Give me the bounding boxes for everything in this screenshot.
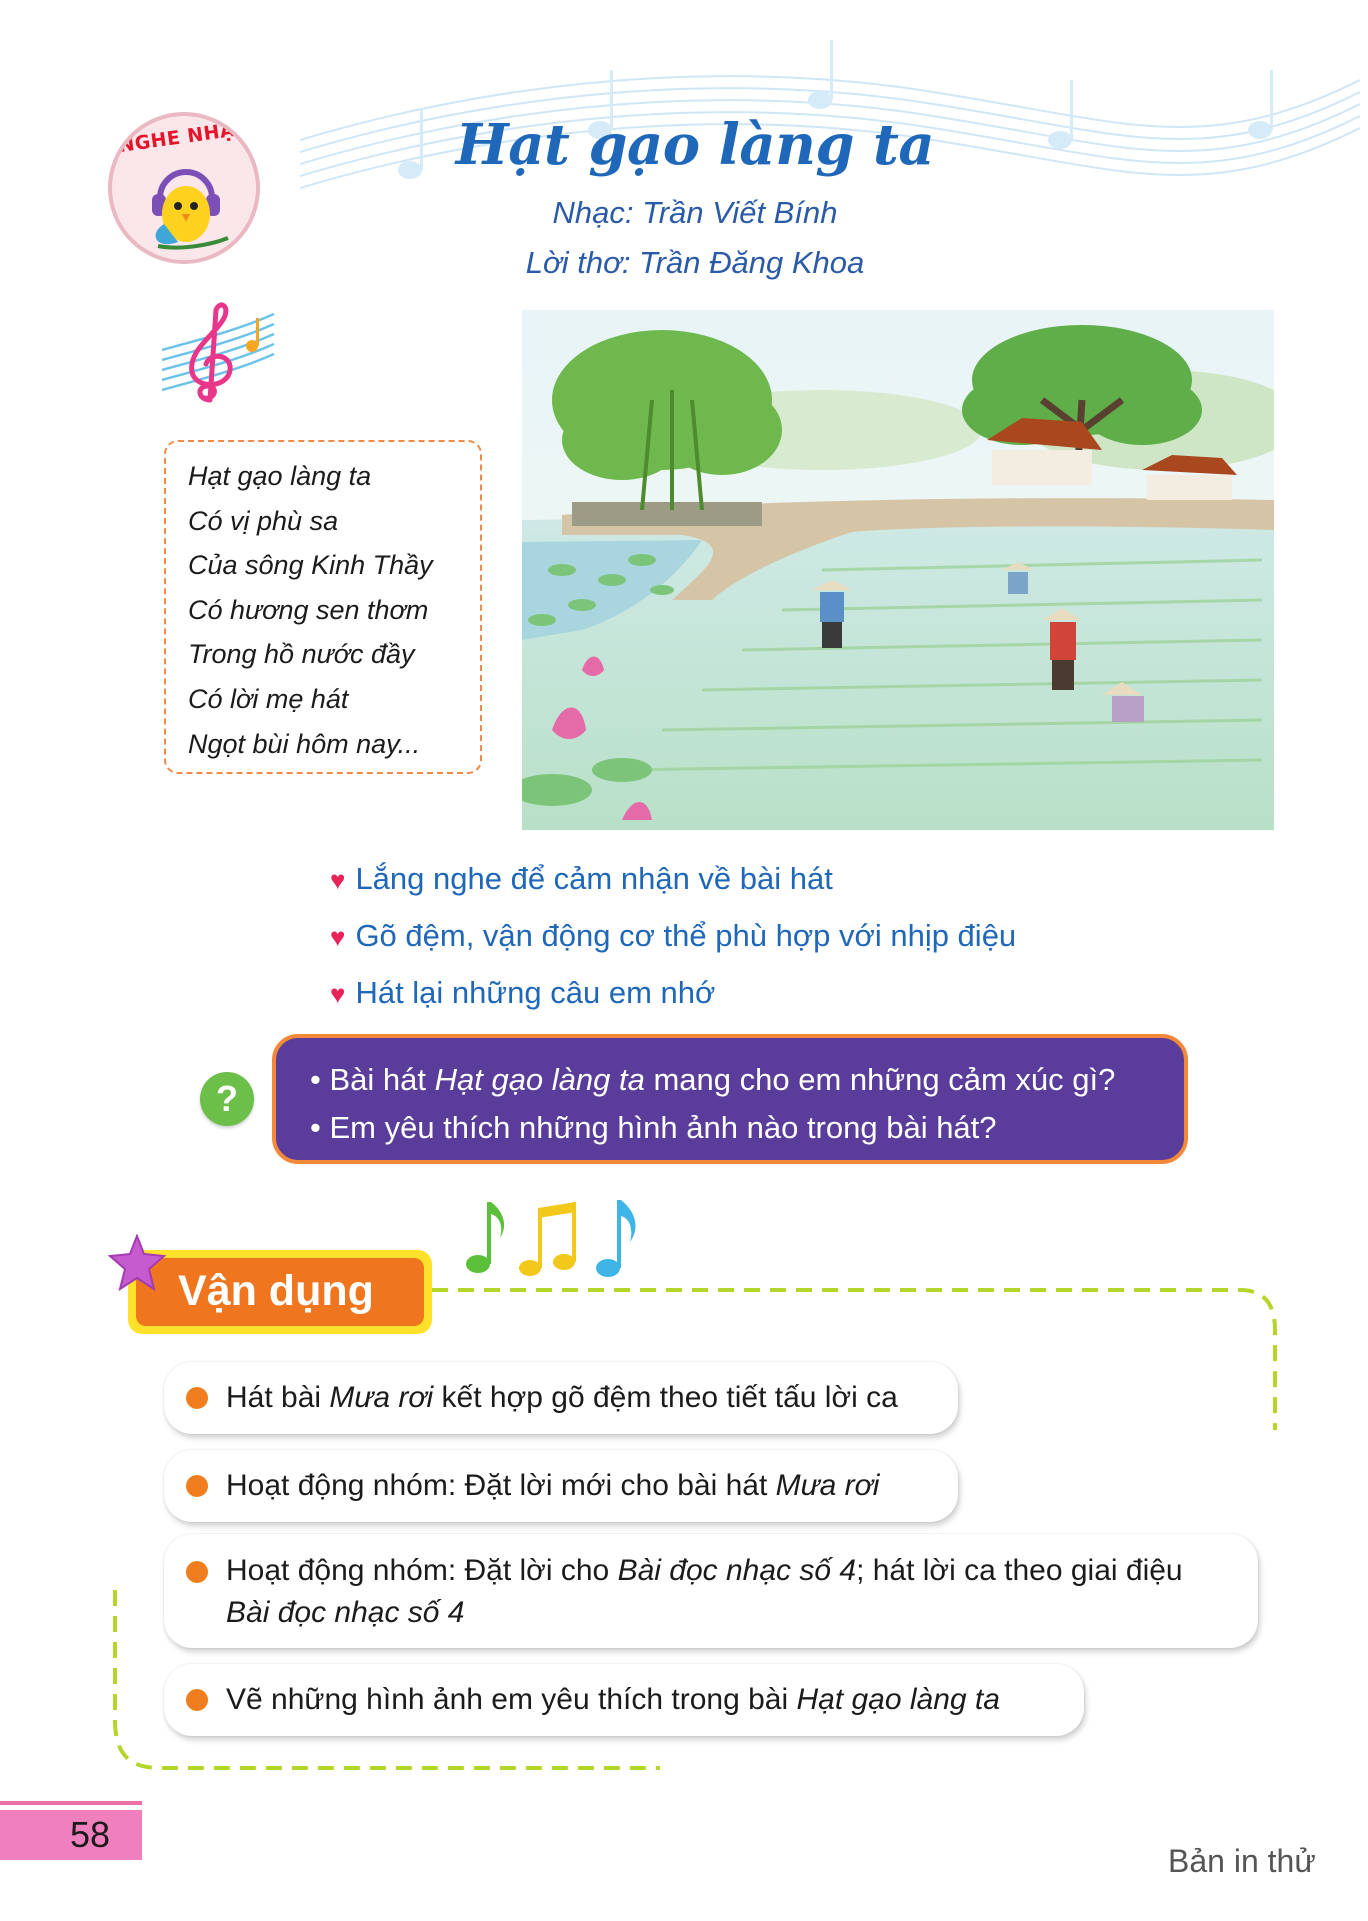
question-line: • Bài hát Hạt gạo làng ta mang cho em những cảm xúc gì? xyxy=(310,1062,1116,1097)
lyrics-credit: Lời thơ: Trần Đăng Khoa xyxy=(525,245,865,280)
bullet-dot-icon xyxy=(186,1387,208,1409)
application-item: Hát bài Mưa rơi kết hợp gõ đệm theo tiết tấu lời ca xyxy=(164,1362,958,1434)
song-title: Hạt gạo làng ta xyxy=(455,112,935,178)
lyric-line: Hạt gạo làng ta xyxy=(188,461,372,491)
badge-label: NGHE NHẠC xyxy=(117,116,251,158)
activity-item: ♥ Hát lại những câu em nhớ xyxy=(330,975,716,1010)
heart-icon: ♥ xyxy=(330,922,346,952)
question-line: • Em yêu thích những hình ảnh nào trong bài hát? xyxy=(310,1110,997,1145)
lyric-line: Trong hồ nước đầy xyxy=(188,639,415,670)
bullet-dot-icon xyxy=(186,1689,208,1711)
section-heading-label: Vận dụng xyxy=(136,1258,424,1326)
lyric-line: Có vị phù sa xyxy=(188,505,339,536)
bullet-dot-icon xyxy=(186,1561,208,1583)
music-credit: Nhạc: Trần Viết Bính xyxy=(552,195,838,230)
page-number-rule xyxy=(0,1801,142,1805)
lyric-line: Của sông Kinh Thầy xyxy=(188,550,433,581)
lyric-line: Có lời mẹ hát xyxy=(188,683,349,714)
page-number: 58 xyxy=(70,1814,111,1855)
question-mark-icon: ? xyxy=(200,1072,254,1126)
draft-watermark-label: Bản in thử xyxy=(1168,1843,1316,1879)
application-item: Hoạt động nhóm: Đặt lời mới cho bài hát Mưa rơi xyxy=(164,1450,958,1522)
section-heading-van-dung xyxy=(128,1250,432,1334)
star-icon xyxy=(108,1234,166,1292)
lyric-line: Có hương sen thơm xyxy=(188,594,429,625)
lyric-line: Ngọt bùi hôm nay... xyxy=(188,728,421,759)
activity-item: ♥ Lắng nghe để cảm nhận về bài hát xyxy=(330,861,833,896)
application-item: Hoạt động nhóm: Đặt lời cho Bài đọc nhạc số 4; hát lời ca theo giai điệu Bài đọc nhạc số 4 xyxy=(164,1534,1258,1648)
application-item: Vẽ những hình ảnh em yêu thích trong bài Hạt gạo làng ta xyxy=(164,1664,1084,1736)
heart-icon: ♥ xyxy=(330,865,346,895)
activity-item: ♥ Gõ đệm, vận động cơ thể phù hợp với nhịp điệu xyxy=(330,918,1017,953)
heart-icon: ♥ xyxy=(330,979,346,1009)
bullet-dot-icon xyxy=(186,1475,208,1497)
